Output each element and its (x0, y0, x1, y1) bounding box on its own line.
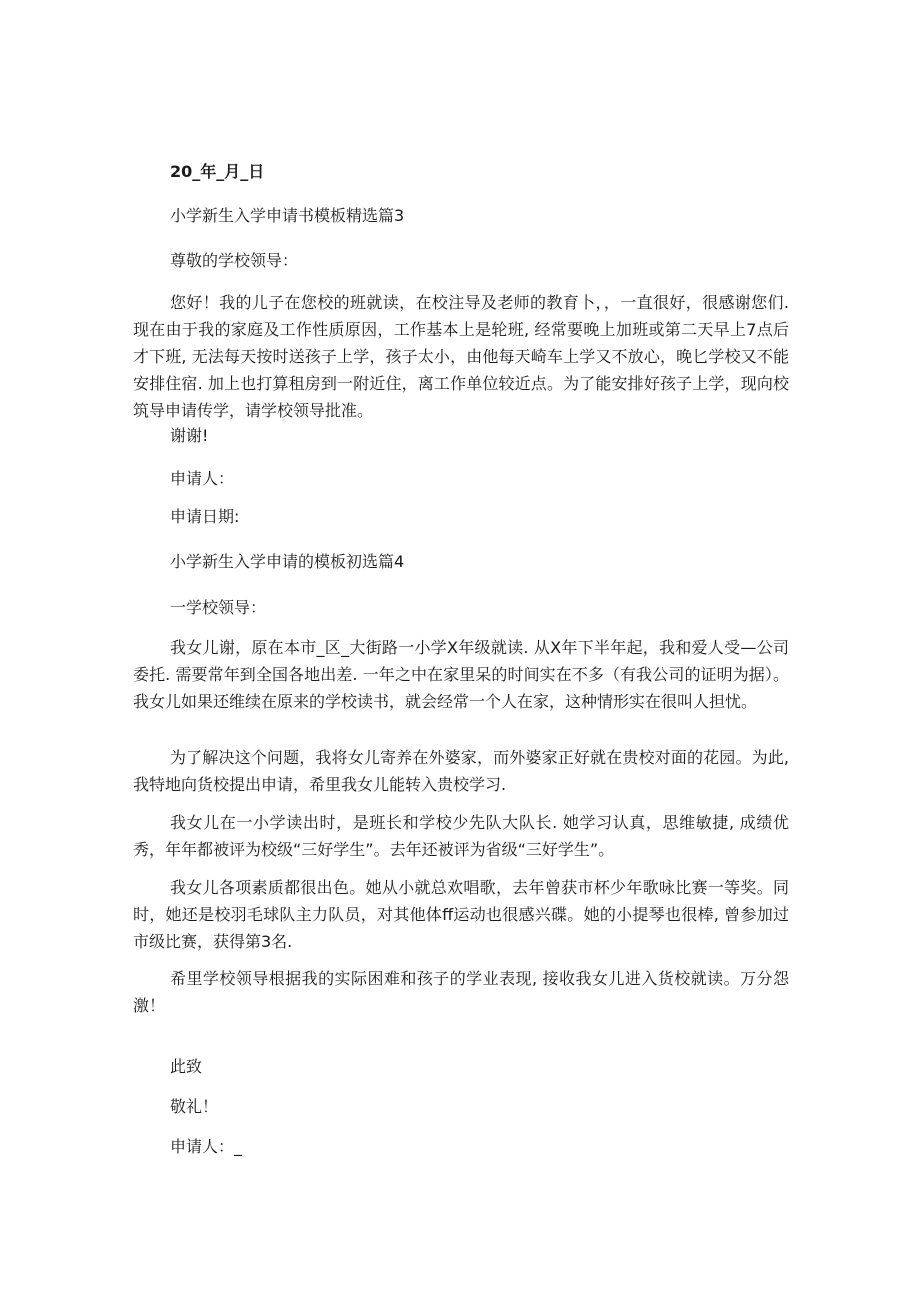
section-title-4: 小学新生入学申请的模板初选篇4 (170, 552, 405, 571)
thanks-line: 谢谢! (170, 426, 209, 445)
body-paragraph-4-4: 我女儿各项素质都很出色。她从小就总欢唱歌，去年曾获市杯少年歌咏比赛一等奖。同时，她还是校羽毛球队主力队员，对其他体ff运动也很感兴碟。她的小提琴也很棒, 曾参加过市级比赛，获得第3名. (133, 878, 789, 951)
apply-date-label: 申请日期: (170, 507, 240, 526)
section-title-3: 小学新生入学申请书模板精选篇3 (170, 206, 405, 225)
body-paragraph-4-2: 为了解决这个问题，我将女儿寄养在外婆家，而外婆家正好就在贵校对面的花园。为此, 我特地向货校提出申请，希里我女儿能转入贵校学习. (133, 748, 789, 794)
body-paragraph-3: 您好！我的儿子在您校的班就读，在校注导及老师的教育卜，，一直很好，很感谢您们. 现在由于我的家庭及工作性质原因，工作基本上是轮班, 经常要晚上加班或第二天早上7点后才下班, 无法每天按时送孩子上学，孩子太小，由他每天崎车上学又不放心，晚匕学校又不能安排住宿. 加上也打算租房到一附近住，离工作单位较近点。为了能安排好孩子上学，现向校筑导申请传学，请学校领导批准。 (133, 293, 789, 420)
closing-line-2: 敬礼！ (170, 1097, 219, 1116)
applicant-label-3: 申请人： (170, 469, 235, 488)
greeting-3: 尊敬的学校领导： (170, 251, 299, 270)
body-paragraph-4-5: 希里学校领导根据我的实际困难和孩子的学业表现, 接收我女儿进入货校就读。万分怨激！ (133, 969, 789, 1015)
greeting-4: 一学校领导： (170, 598, 267, 617)
closing-line-1: 此致 (170, 1057, 203, 1076)
body-paragraph-4-3: 我女儿在一小学读出时，是班长和学校少先队大队长. 她学习认真，思维敏捷, 成绩优秀，年年都被评为校级“三好学生”。去年还被评为省级“三好学生”。 (133, 813, 789, 859)
body-paragraph-4-1: 我女儿谢，原在本市_区_大街路一小学X年级就读. 从X年下半年起，我和爱人受—公司委托. 需要常年到全国各地出差. 一年之中在家里呆的时间实在不多（有我公司的证明为据）。我女儿如果还维续在原来的学校读书，就会经常一个人在家，这种情形实在很叫人担忧。 (133, 638, 789, 711)
date-line: 20_年_月_日 (170, 162, 265, 181)
applicant-label-4: 申请人：_ (170, 1137, 243, 1156)
